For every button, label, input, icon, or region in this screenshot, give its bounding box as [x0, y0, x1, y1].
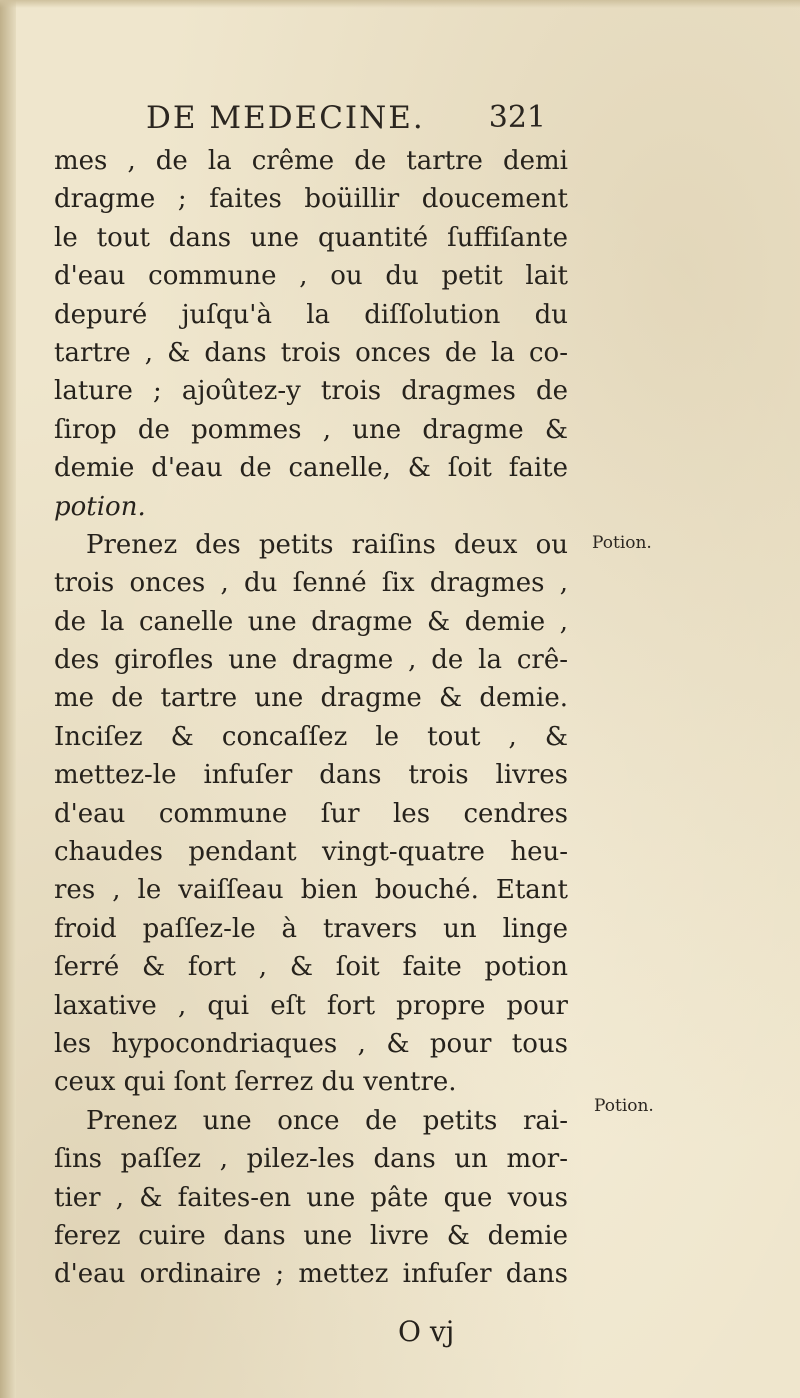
- text-line: des girofles une dragme , de la crê-: [54, 645, 568, 676]
- text-line: ſirop de pommes , une dragme &: [54, 414, 568, 445]
- text-line: Prenez une once de petits rai-: [86, 1105, 568, 1136]
- text-line: ferez cuire dans une livre & demie: [54, 1220, 568, 1251]
- page-header: [146, 100, 546, 140]
- text-line: lature ; ajoûtez-y trois dragmes de: [54, 376, 568, 407]
- page-gutter-shadow: [0, 0, 16, 1398]
- text-line: me de tartre une dragme & demie.: [54, 683, 568, 714]
- text-line: chaudes pendant vingt-quatre heu-: [54, 837, 568, 868]
- text-line: d'eau ordinaire ; mettez infuſer dans: [54, 1259, 568, 1290]
- text-line: laxative , qui eſt fort propre pour: [54, 990, 568, 1021]
- text-line: tartre , & dans trois onces de la co-: [54, 337, 568, 368]
- text-line: ſerré & fort , & ſoit faite potion: [54, 952, 568, 983]
- text-line: res , le vaiſſeau bien bouché. Etant: [54, 875, 568, 906]
- text-line: d'eau commune ſur les cendres: [54, 798, 568, 829]
- text-line: tier , & faites-en une pâte que vous: [54, 1182, 568, 1213]
- text-line: d'eau commune , ou du petit lait: [54, 261, 568, 292]
- running-head: DE MEDECINE.: [146, 100, 425, 136]
- text-line: Inciſez & concaſſez le tout , &: [54, 721, 568, 752]
- page-number: 321: [488, 100, 546, 135]
- text-line: dragme ; faites boüillir doucement: [54, 184, 568, 215]
- text-line: demie d'eau de canelle, & ſoit faite: [54, 453, 568, 484]
- text-line: Prenez des petits raiſins deux ou: [86, 529, 568, 560]
- text-line: mettez-le infuſer dans trois livres: [54, 760, 568, 791]
- margin-note: Potion.: [592, 533, 652, 553]
- text-line: potion.: [54, 491, 146, 522]
- text-line: mes , de la crême de tartre demi: [54, 146, 568, 176]
- text-line: de la canelle une dragme & demie ,: [54, 606, 568, 637]
- text-line: les hypocondriaques , & pour tous: [54, 1028, 568, 1059]
- text-line: ſins paſſez , pilez-les dans un mor-: [54, 1144, 568, 1175]
- page-top-edge: [0, 0, 800, 8]
- text-line: trois onces , du ſenné ſix dragmes ,: [54, 568, 568, 599]
- text-line: depuré juſqu'à la diſſolution du: [54, 299, 568, 330]
- signature-mark: O vj: [398, 1315, 455, 1348]
- body-text: [54, 142, 568, 1294]
- text-line: froid paſſez-le à travers un linge: [54, 913, 568, 944]
- text-line: le tout dans une quantité ſuffiſante: [54, 222, 568, 253]
- text-line: ceux qui ſont ſerrez du ventre.: [54, 1067, 457, 1098]
- margin-note: Potion.: [594, 1096, 654, 1116]
